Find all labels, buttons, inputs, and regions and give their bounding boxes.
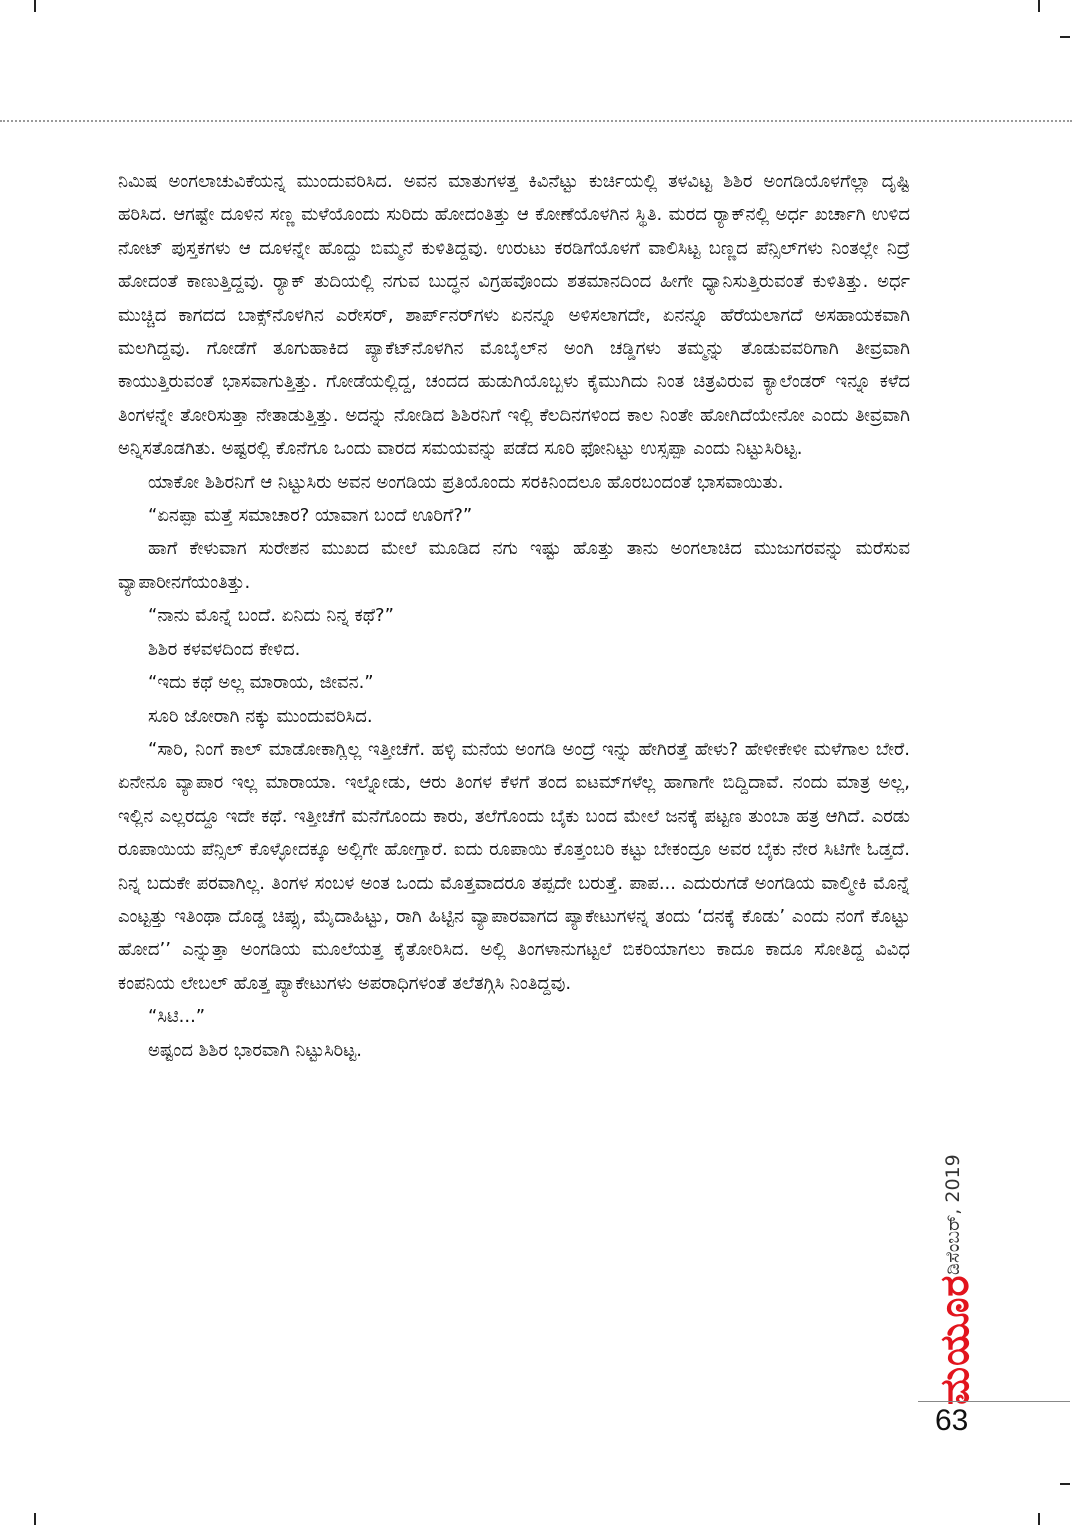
crop-mark-right-lower [1060, 1483, 1070, 1485]
story-paragraph: ಶಿಶಿರ ಕಳವಳದಿಂದ ಕೇಳಿದ. [148, 638, 301, 660]
crop-mark-bottom-right [1038, 1513, 1040, 1525]
crop-mark-right-upper [1060, 36, 1070, 38]
story-paragraph: ಯಾಕೋ ಶಿಶಿರನಿಗೆ ಆ ನಿಟ್ಟುಸಿರು ಅವನ ಅಂಗಡಿಯ ಪ್ರತಿಯೊಂದು ಸರಕಿನಿಂದಲೂ ಹೊರಬಂದಂತೆ ಭಾಸವಾಯಿತು. [148, 471, 784, 493]
page-number: 63 [935, 1404, 969, 1437]
story-paragraph: “ಸಿಟಿ...” [148, 1006, 206, 1028]
side-label [925, 1085, 985, 1405]
magazine-masthead: ಮಯೂರ [932, 1274, 978, 1405]
crop-mark-top-right [1038, 0, 1040, 12]
issue-date: ಡಿಸೆಂಬರ್, 2019 [942, 1154, 964, 1275]
story-paragraph: “ನಾನು ಮೊನ್ನೆ ಬಂದೆ. ಏನಿದು ನಿನ್ನ ಕಥೆ?” [148, 605, 394, 627]
story-paragraph: “ಇದು ಕಥೆ ಅಲ್ಲ ಮಾರಾಯ, ಜೀವನ.” [148, 672, 374, 694]
story-paragraph: ನಿಮಿಷ ಅಂಗಲಾಚುವಿಕೆಯನ್ನ ಮುಂದುವರಿಸಿದ. ಅವನ ಮಾತುಗಳತ್ತ ಕಿವಿನೆಟ್ಟು ಕುರ್ಚಿಯಲ್ಲಿ ತಳವಿಟ್ಟ ಶಿಶಿರ ಅಂಗಡಿಯೊಳಗೆಲ್ಲಾ ದೃಷ್ಟಿ ಹರಿಸಿದ. ಆಗಷ್ಟೇ ದೂಳಿನ ಸಣ್ಣ ಮಳೆಯೊಂದು ಸುರಿದು ಹೋದಂತಿತ್ತು ಆ ಕೋಣೆಯೊಳಗಿನ ಸ್ಥಿತಿ. ಮರದ ರ್‍ಯಾಕ್‌ನಲ್ಲಿ ಅರ್ಧ ಖರ್ಚಾಗಿ ಉಳಿದ ನೋಟ್ ಪುಸ್ತಕಗಳು ಆ ದೂಳನ್ನೇ ಹೊದ್ದು ಬಿಮ್ಮನೆ ಕುಳಿತಿದ್ದವು. ಉರುಟು ಕರಡಿಗೆಯೊಳಗೆ ವಾಲಿಸಿಟ್ಟ ಬಣ್ಣದ ಪೆನ್ಸಿಲ್‌ಗಳು ನಿಂತಲ್ಲೇ ನಿದ್ರೆ ಹೋದಂತೆ ಕಾಣುತ್ತಿದ್ದವು. ರ್‍ಯಾಕ್ ತುದಿಯಲ್ಲಿ ನಗುವ ಬುದ್ಧನ ವಿಗ್ರಹವೊಂದು ಶತಮಾನದಿಂದ ಹೀಗೇ ಧ್ಯಾನಿಸುತ್ತಿರುವಂತೆ ಕುಳಿತಿತ್ತು. ಅರ್ಧ ಮುಚ್ಚಿದ ಕಾಗದದ ಬಾಕ್ಸ್‌ನೊಳಗಿನ ಎರೇಸರ್, ಶಾರ್ಪ್‌ನರ್‌ಗಳು ಏನನ್ನೂ ಅಳಿಸಲಾಗದೇ, ಏನನ್ನೂ ಹೆರೆಯಲಾಗದೆ ಅಸಹಾಯಕವಾಗಿ ಮಲಗಿದ್ದವು. ಗೋಡೆಗೆ ತೂಗುಹಾಕಿದ ಪ್ಯಾಕೆಟ್‌ನೊಳಗಿನ ಮೊಬೈಲ್‌ನ ಅಂಗಿ ಚಡ್ಡಿಗಳು ತಮ್ಮನ್ನು ತೊಡುವವರಿಗಾಗಿ ತೀವ್ರವಾಗಿ ಕಾಯುತ್ತಿರುವಂತೆ ಭಾಸವಾಗುತ್ತಿತ್ತು. ಗೋಡೆಯಲ್ಲಿದ್ದ, ಚಂದದ ಹುಡುಗಿಯೊಬ್ಬಳು ಕೈಮುಗಿದು ನಿಂತ ಚಿತ್ರವಿರುವ ಕ್ಯಾಲೆಂಡರ್ ಇನ್ನೂ ಕಳೆದ ತಿಂಗಳನ್ನೇ ತೋರಿಸುತ್ತಾ ನೇತಾಡುತ್ತಿತ್ತು. ಅದನ್ನು ನೋಡಿದ ಶಿಶಿರನಿಗೆ ಇಲ್ಲಿ ಕೆಲದಿನಗಳಿಂದ ಕಾಲ ನಿಂತೇ ಹೋಗಿದೆಯೇನೋ ಎಂದು ತೀವ್ರವಾಗಿ ಅನ್ನಿಸತೊಡಗಿತು. ಅಷ್ಟರಲ್ಲಿ ಕೊನೆಗೂ ಒಂದು ವಾರದ ಸಮಯವನ್ನು ಪಡೆದ ಸೂರಿ ಫೋನಿಟ್ಟು ಉಸ್ಸಪ್ಪಾ ಎಂದು ನಿಟ್ಟುಸಿರಿಟ್ಟ. [118, 171, 910, 460]
crop-mark-bottom-left [34, 1513, 36, 1525]
story-paragraph: “ಏನಪ್ಪಾ ಮತ್ತೆ ಸಮಾಚಾರ? ಯಾವಾಗ ಬಂದೆ ಊರಿಗೆ?” [148, 505, 473, 527]
story-paragraph: ಅಷ್ಟಂದ ಶಿಶಿರ ಭಾರವಾಗಿ ನಿಟ್ಟುಸಿರಿಟ್ಟ. [148, 1039, 362, 1061]
story-paragraph: ಸೂರಿ ಜೋರಾಗಿ ನಕ್ಕು ಮುಂದುವರಿಸಿದ. [148, 705, 373, 727]
story-paragraph: “ಸಾರಿ, ನಿಂಗೆ ಕಾಲ್ ಮಾಡೋಕಾಗ್ಲಿಲ್ಲ ಇತ್ತೀಚೆಗೆ. ಹಳ್ಳಿ ಮನೆಯ ಅಂಗಡಿ ಅಂದ್ರೆ ಇನ್ನು ಹೇಗಿರತ್ತೆ ಹೇಳು? ಹೇಳೀಕೇಳೀ ಮಳೆಗಾಲ ಬೇರೆ. ಏನೇನೂ ವ್ಯಾಪಾರ ಇಲ್ಲ ಮಾರಾಯಾ. ಇಲ್ನೋಡು, ಆರು ತಿಂಗಳ ಕೆಳಗೆ ತಂದ ಐಟಮ್‌ಗಳೆಲ್ಲ ಹಾಗಾಗೇ ಬಿದ್ದಿದಾವೆ. ನಂದು ಮಾತ್ರ ಅಲ್ಲ, ಇಲ್ಲಿನ ಎಲ್ಲರದ್ದೂ ಇದೇ ಕಥೆ. ಇತ್ತೀಚೆಗೆ ಮನೆಗೊಂದು ಕಾರು, ತಲೆಗೊಂದು ಬೈಕು ಬಂದ ಮೇಲೆ ಜನಕ್ಕೆ ಪಟ್ಟಣ ತುಂಬಾ ಹತ್ರ ಆಗಿದೆ. ಎರಡು ರೂಪಾಯಿಯ ಪೆನ್ಸಿಲ್ ಕೊಳ್ಳೋದಕ್ಕೂ ಅಲ್ಲಿಗೇ ಹೋಗ್ತಾರೆ. ಐದು ರೂಪಾಯಿ ಕೊತ್ತಂಬರಿ ಕಟ್ಟು ಬೇಕಂದ್ರೂ ಅವರ ಬೈಕು ನೇರ ಸಿಟಿಗೇ ಓಡ್ತದೆ. ನಿನ್ನ ಬದುಕೇ ಪರವಾಗಿಲ್ಲ. ತಿಂಗಳ ಸಂಬಳ ಅಂತ ಒಂದು ಮೊತ್ತವಾದರೂ ತಪ್ಪದೇ ಬರುತ್ತೆ. ಪಾಪ... ಎದುರುಗಡೆ ಅಂಗಡಿಯ ವಾಲ್ಮೀಕಿ ಮೊನ್ನೆ ಎಂಟ್ಟತ್ತು ಇತಿಂಥಾ ದೊಡ್ಡ ಚಿಪ್ಸು, ಮೈದಾಹಿಟ್ಟು, ರಾಗಿ ಹಿಟ್ಟಿನ ವ್ಯಾಪಾರವಾಗದ ಪ್ಯಾಕೇಟುಗಳನ್ನ ತಂದು ‘ದನಕ್ಕೆ ಕೊಡು’ ಎಂದು ನಂಗೆ ಕೊಟ್ಟು ಹೋದ’’ ಎನ್ನುತ್ತಾ ಅಂಗಡಿಯ ಮೂಲೆಯತ್ತ ಕೈತೋರಿಸಿದ. ಅಲ್ಲಿ ತಿಂಗಳಾನುಗಟ್ಟಲೆ ಬಿಕರಿಯಾಗಲು ಕಾದೂ ಕಾದೂ ಸೋತಿದ್ದ ವಿವಿಧ ಕಂಪನಿಯ ಲೇಬಲ್ ಹೊತ್ತ ಪ್ಯಾಕೇಟುಗಳು ಅಪರಾಧಿಗಳಂತೆ ತಲೆತಗ್ಗಿಸಿ ನಿಂತಿದ್ದವು. [118, 738, 910, 994]
page-number-rule [918, 1401, 1070, 1402]
header-dotted-rule [0, 120, 1072, 122]
story-paragraph: ಹಾಗೆ ಕೇಳುವಾಗ ಸುರೇಶನ ಮುಖದ ಮೇಲೆ ಮೂಡಿದ ನಗು ಇಷ್ಟು ಹೊತ್ತು ತಾನು ಅಂಗಲಾಚಿದ ಮುಜುಗರವನ್ನು ಮರೆಸುವ ವ್ಯಾಪಾರೀನಗೆಯಂತಿತ್ತು. [118, 538, 910, 593]
story-body [118, 165, 910, 1067]
crop-mark-top-left [34, 0, 36, 12]
